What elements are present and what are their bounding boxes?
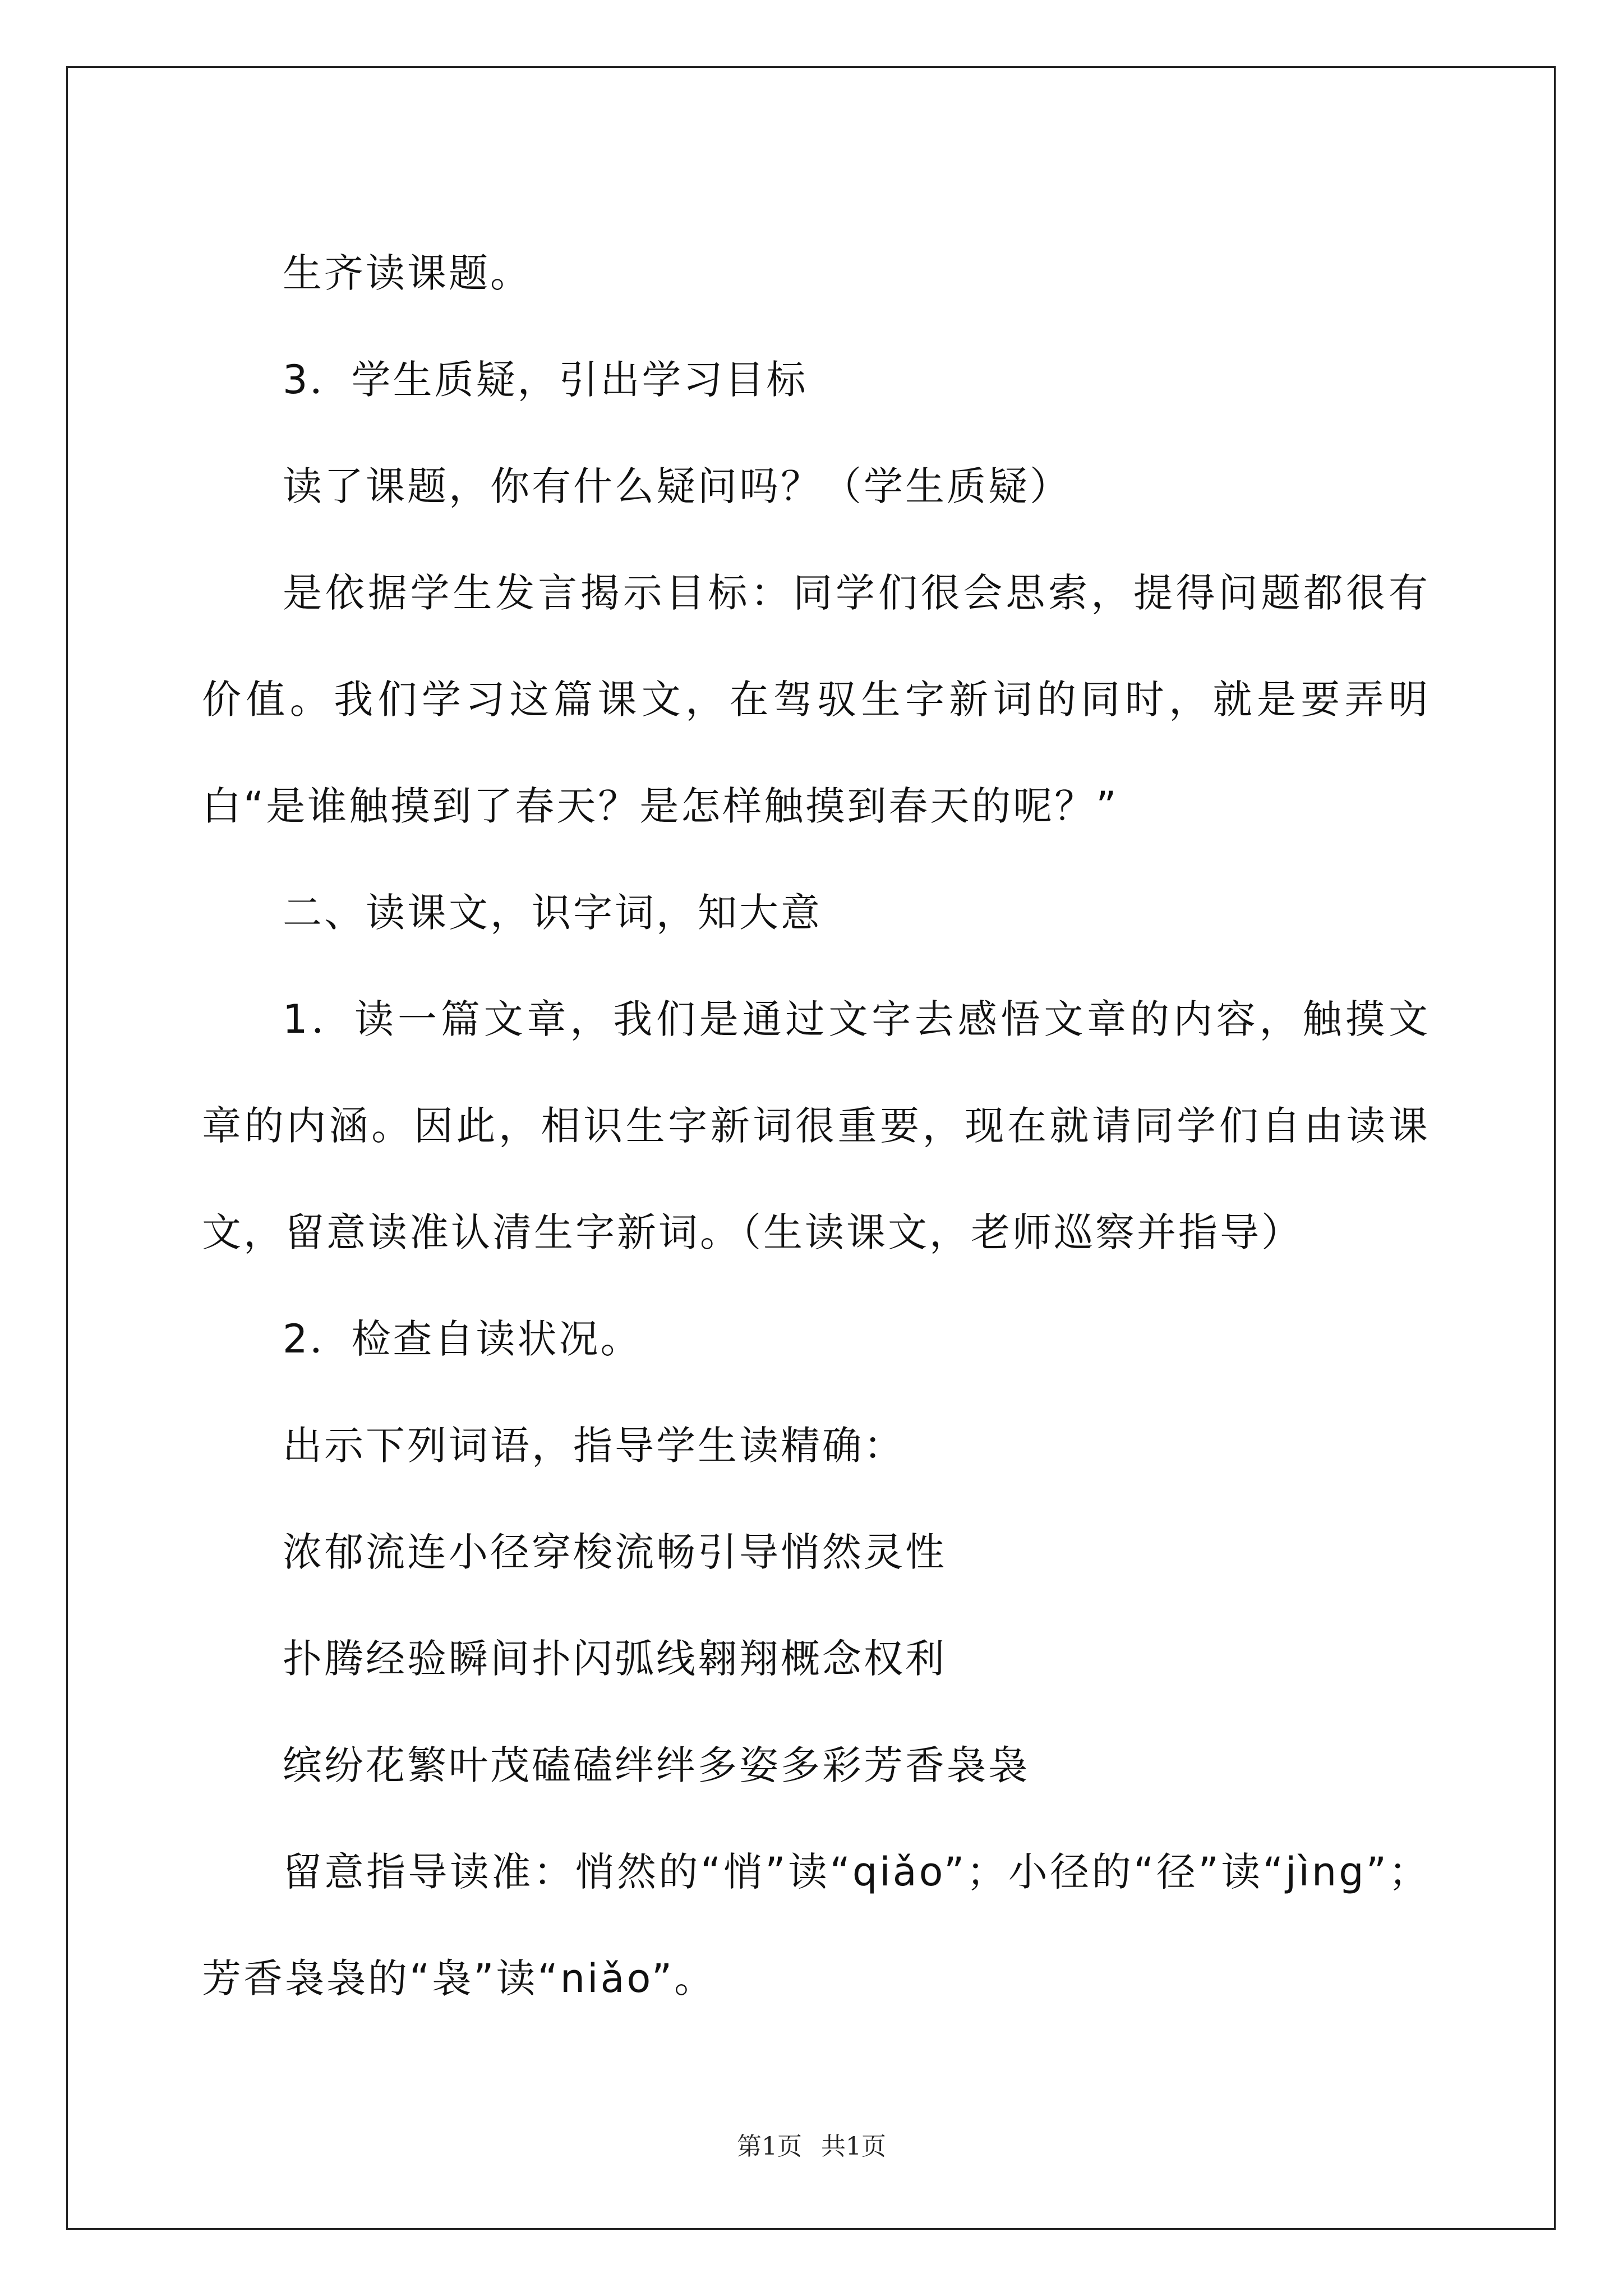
section-heading: 二、读课文，识字词，知大意 — [283, 890, 822, 936]
paragraph-8: 出示下列词语，指导学生读精确： — [283, 1423, 905, 1469]
document-body — [202, 220, 1430, 2032]
paragraph-1: 生齐读课题。 — [283, 250, 532, 296]
paragraph-2: 3．学生质疑，引出学习目标 — [283, 357, 808, 403]
paragraph-6: 1．读一篇文章，我们是通过文字去感悟文章的内容，触摸文章的内涵。因此，相识生字新词很重要，现在就请同学们自由读课文，留意读准认清生字新词。（生读课文，老师巡察并指导） — [202, 996, 1430, 1255]
page-number: 第1页 — [737, 2132, 802, 2161]
paragraph-3: 读了课题，你有什么疑问吗？（学生质疑） — [283, 463, 1071, 509]
page-total: 共1页 — [821, 2132, 886, 2161]
pronunciation-note: 留意指导读准：悄然的“悄”读“qiǎo”；小径的“径”读“jìng”；芳香袅袅的“袅”读“niǎo”。 — [202, 1849, 1430, 2001]
word-list-1: 浓郁流连小径穿梭流畅引导悄然灵性 — [283, 1529, 947, 1575]
paragraph-7: 2．检查自读状况。 — [283, 1316, 642, 1362]
paragraph-4: 是依据学生发言揭示目标：同学们很会思索，提得问题都很有价值。我们学习这篇课文，在驾驭生字新词的同时，就是要弄明白“是谁触摸到了春天？是怎样触摸到春天的呢？” — [202, 570, 1430, 829]
word-list-2: 扑腾经验瞬间扑闪弧线翱翔概念权利 — [283, 1636, 947, 1682]
page-footer — [0, 2126, 1623, 2162]
word-list-3: 缤纷花繁叶茂磕磕绊绊多姿多彩芳香袅袅 — [283, 1742, 1030, 1788]
